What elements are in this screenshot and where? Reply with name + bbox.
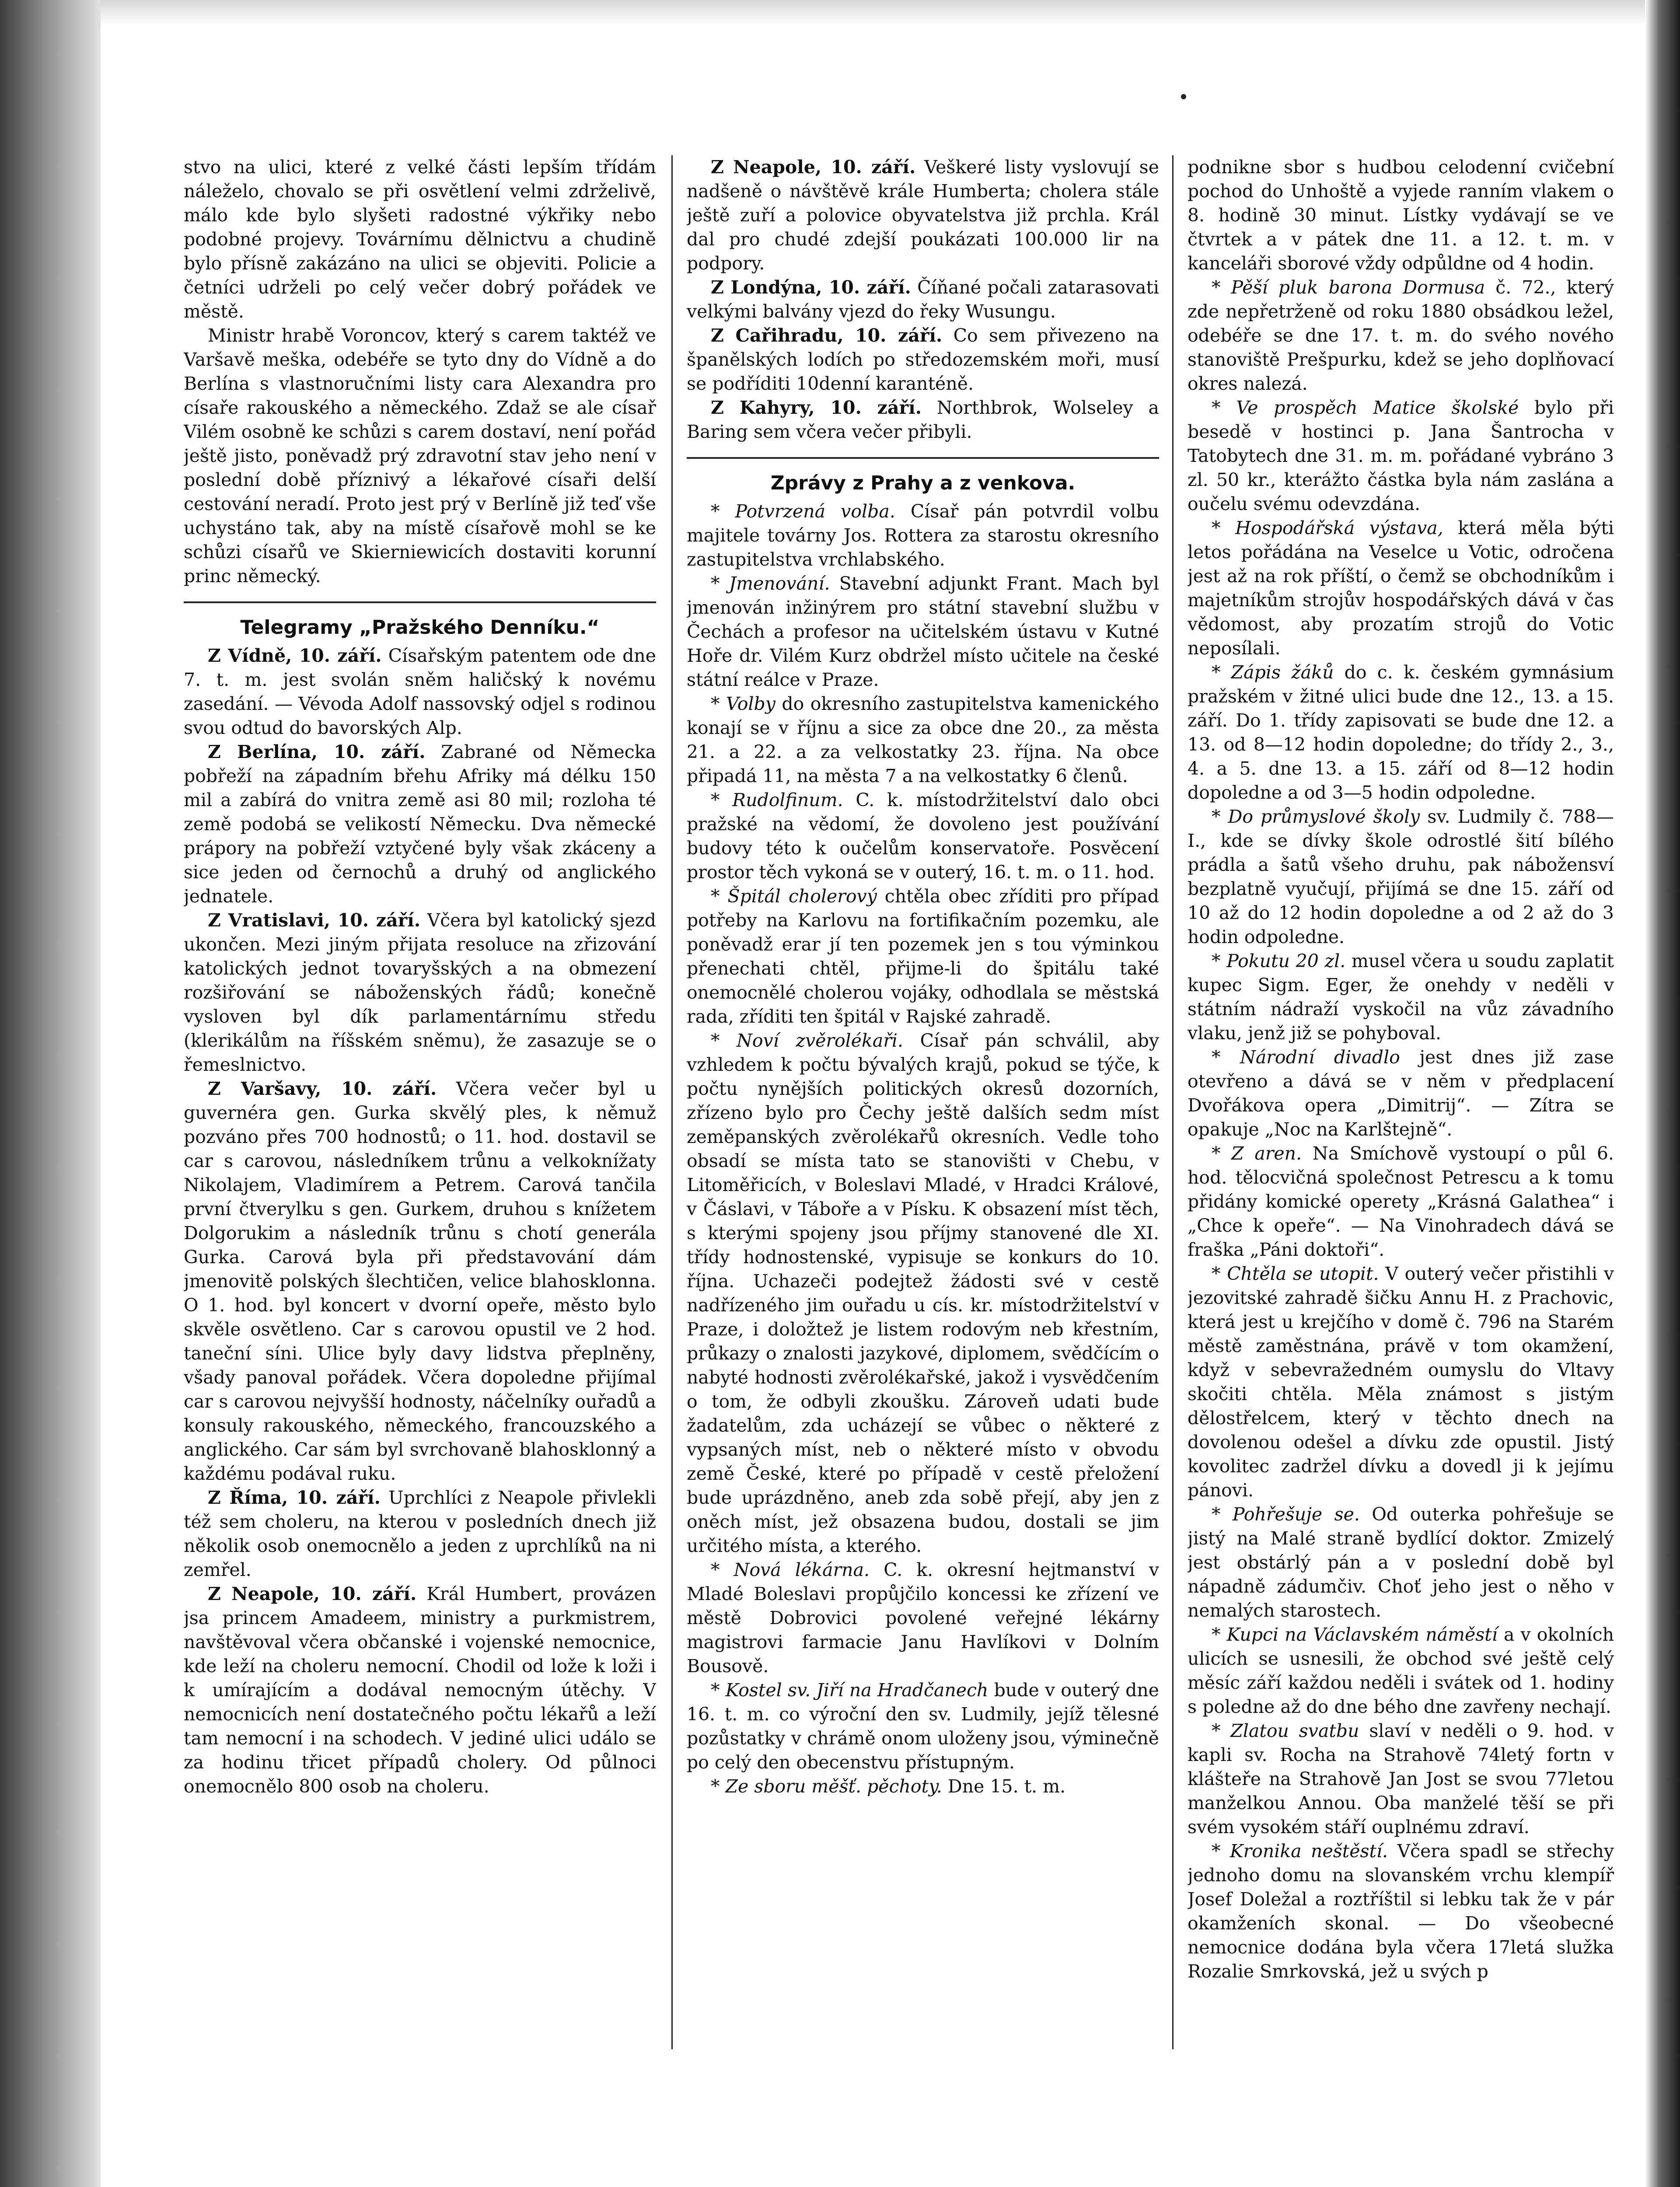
news-text: Císař pán potvrdil volbu majitele továrny Jos. Rottera za starostu okresního zastupitelstva vrchlabského. <box>687 501 1159 570</box>
section-heading-prague-news: Zprávy z Prahy a z venkova. <box>770 472 1076 494</box>
telegram-dateline: Z Říma, 10. září. <box>208 1487 381 1508</box>
news-title: * Ve prospěch Matice školské <box>1212 397 1519 418</box>
news-item <box>1188 805 1614 949</box>
telegram-dateline: Z Cařihradu, 10. září. <box>711 325 943 346</box>
telegram-warsaw <box>184 1077 656 1486</box>
ink-speck <box>1181 94 1186 99</box>
news-text: bylo při besedě v hostinci p. Jana Šantrocha v Tatobytech dne 31. m. m. pořádané vybráno 3 zl. 50 kr., kterážto částka byla nám zaslána a oučelu svému odevzdána. <box>1188 397 1614 514</box>
news-text: musel včera u soudu zaplatit kupec Sigm. Eger, že onehdy v neděli v státním nádraží vyskočil na vůz závadního vlaku, jenž již se pohyboval. <box>1188 950 1614 1044</box>
news-item <box>687 1678 1159 1775</box>
news-item <box>687 1558 1159 1678</box>
news-text: C. k. místodržitelství dalo obci pražské na vědomí, že dovoleno jest používání budovy této k oučelům konservatoře. Posvěcení prostor těch vykoná se v outerý, 16. t. m. o 11. hod. <box>687 790 1159 883</box>
article-continuation: stvo na ulici, které z velké části lepším třídám náleželo, chovalo se při osvětlení velmi zdrželivě, málo kde bylo slyšeti radostné výkřiky nebo podobné projevy. Továrnímu dělnictvu a chudině bylo přísně zakázáno na ulici se objeviti. Policie a četníci udrželi po celý večer dobrý pořádek ve městě. <box>184 157 656 322</box>
news-text: chtěla obec zříditi pro případ potřeby na Karlovu na fortifikačním pozemku, ale poněvadž erar jí ten pozemek jen s tou výminkou přenechati chtěl, přijme-li do špitálu také onemocnělé cholerou vojáky, odhodlala se městská rada, zříditi ten špitál v Rajské zahradě. <box>687 886 1159 1027</box>
news-title: * Kostel sv. Jiří na Hradčanech <box>711 1680 988 1701</box>
news-text: jest dnes již zase otevřeno a dává se v něm v předplacení Dvořákova opera „Dimitrij“. — Zítra se opakuje „Noc na Karlštejně“. <box>1188 1047 1614 1140</box>
telegram-text: Číňané počali zatarasovati velkými balvány vjezd do řeky Wusungu. <box>687 277 1159 322</box>
news-title: * Pěší pluk barona Dormusa <box>1212 277 1485 298</box>
news-item <box>687 692 1159 788</box>
news-title: * Kronika neštěstí. <box>1212 1841 1388 1862</box>
scan-top-edge <box>101 0 1645 26</box>
news-title: * Potvrzená volba. <box>711 501 895 522</box>
telegram-text: Král Humbert, provázen jsa princem Amadeem, ministry a purkmistrem, navštěvoval včera občanské i vojenské nemocnice, kde leží na choleru nemocní. Chodil od lože k loži i k umírajícím a dodával nemocným útěchy. V nemocnicích není dostatečného počtu lékařů a leží tam nemocní i na schodech. V jediné ulici událo se za hodinu třicet případů cholery. Od půlnoci onemocnělo 800 osob na choleru. <box>184 1583 656 1797</box>
telegram-dateline: Z Neapole, 10. září. <box>208 1583 417 1604</box>
news-item <box>687 788 1159 884</box>
news-item <box>1188 660 1614 805</box>
telegram-text: Včera večer byl u guvernéra gen. Gurka skvělý ples, k němuž pozváno přes 700 hodnostů; o 11. hod. dostavil se car s carovou, následníkem trůnu a velkoknížaty Nikolajem, Vladimírem a Petrem. Carová tančila první čtverylku s gen. Gurkem, druhou s knížetem Dolgorukim a následník trůnu s chotí generála Gurka. Carová byla při představování dám jmenovitě polských šlechtičen, velice blahosklonna. O 1. hod. byl koncert v dvorní opeře, město bylo skvěle osvětleno. Car s carovou opustil ve 2 hod. taneční síni. Ulice byly davy lidstva přeplněny, všady panoval pořádek. Včera dopoledne přijímal car s carovou nejvyšší hodnosty, náčelníky ouřadů a konsuly rakouského, německého, francouzského a anglického. Car sám byl svrchovaně blahosklonný a každému podával ruku. <box>184 1078 656 1484</box>
news-item <box>1188 949 1614 1045</box>
telegram-text: Uprchlíci z Neapole přivlekli též sem choleru, na kterou v posledních dnech již několik osob onemocnělo a jeden z uprchlíků na ni zemřel. <box>184 1487 656 1580</box>
telegram-naples <box>184 1582 656 1799</box>
telegram-vienna <box>184 644 656 740</box>
telegram-rome <box>184 1486 656 1582</box>
column-3 <box>1188 155 1614 2049</box>
news-title: * Zlatou svatbu <box>1212 1720 1359 1741</box>
news-text: do okresního zastupitelstva kamenického konají se v říjnu a sice za obce dne 20., za města 21. a 22. a za velkostatky 23. října. Na obce připadá 11, na města 7 a na velkostatky 6 členů. <box>687 693 1159 786</box>
news-title: * Jmenování. <box>711 573 830 594</box>
section-divider <box>687 457 1159 459</box>
news-item <box>1188 1623 1614 1719</box>
news-text: která měla býti letos pořádána na Veselce u Votic, odročena jest až na rok příští, o čemž se obchodníkům i majetníkům strojův hospodářských dává v čas vědomost, aby prozatím strojů do Votic neposílali. <box>1188 517 1614 659</box>
news-title: * Pohřešuje se. <box>1212 1504 1360 1525</box>
news-title: * Chtěla se utopit. <box>1212 1263 1379 1284</box>
news-item <box>687 500 1159 572</box>
news-item <box>687 572 1159 692</box>
news-title: * Hospodářská výstava, <box>1212 517 1443 538</box>
telegram-dateline: Z Berlína, 10. září. <box>208 741 426 762</box>
news-text: Včera spadl se střechy jednoho domu na slovanském vrchu klempíř Josef Doležal a roztříštil si lebku tak že v pár okamženích skonal. — Do všeobecné nemocnice dodána byla včera 17letá služka Rozalie Smrkovská, jež u svých p <box>1188 1841 1614 1982</box>
scan-left-edge <box>0 0 101 2187</box>
column-2 <box>687 155 1159 2049</box>
news-title: * Národní divadlo <box>1212 1047 1400 1068</box>
news-title: * Do průmyslové školy <box>1212 806 1420 827</box>
news-text: Dne 15. t. m. <box>947 1776 1066 1797</box>
news-title: * Kupci na Václavském náměstí <box>1212 1624 1498 1645</box>
news-text: V outerý večer přistihli v jezovitské zahradě šičku Annu H. z Prachovic, která jest u krejčího v domě č. 796 na Starém městě zaměstnána, právě v tom okamžení, když v sebevražedném oumyslu do Vltavy skočiti chtěla. Měla známost s jistým dělostřelcem, který v těchto dnech na dovolenou odešel a dívku zde opustil. Jistý kovolitec zadržel dívku a dovedl ji k jejímu pánovi. <box>1188 1263 1614 1501</box>
telegram-naples-2 <box>687 155 1159 276</box>
news-item <box>1188 1045 1614 1142</box>
news-text: slaví v neděli o 9. hod. v kapli sv. Rocha na Strahově 74letý fortn v klášteře na Strahově Jan Jost se svou 77letou manželkou Annou. Oba manželé těší se při svém vysokém stáří ouplnému zdraví. <box>1188 1720 1614 1838</box>
article-voroncov: Ministr hrabě Voroncov, který s carem taktéž ve Varšavě meška, odebéře se tyto dny do Vídně a do Berlína s vlastnoručními listy cara Alexandra pro císaře rakouského a německého. Zdaž se ale císař Vilém osobně ke schůzi s carem dostaví, není pořád ještě jisto, poněvadž prý zdravotní stav jeho není v poslední době příznivý a lékařové císaři delší cestování neradí. Proto jest prý v Berlíně již teď vše uchystáno tak, aby na místě císařově mohl se ke schůzi císařů ve Skierniewicích dostaviti korunní princ německý. <box>184 325 656 587</box>
news-title: * Nová lékárna. <box>711 1559 870 1580</box>
telegram-berlin <box>184 740 656 908</box>
column-rule <box>671 155 673 2049</box>
telegram-constantinople <box>687 324 1159 396</box>
news-continuation: podnikne sbor s hudbou celodenní cvičební pochod do Unhoště a vyjede ranním vlakem o 8. hodině 30 minut. Lístky vydávají se ve čtvrtek a v pátek dne 11. a 12. t. m. v kanceláři sborové vždy odpůldne od 4 hodin. <box>1188 157 1614 274</box>
news-text: Na Smíchově vystoupí o půl 6. hod. tělocvičná společnost Petrescu a k tomu přidány komické operety „Krásná Galathea“ i „Chce k opeře“. — Na Vinohradech dává se fraška „Páni doktoři“. <box>1188 1143 1614 1260</box>
news-item <box>687 884 1159 1029</box>
news-text: sv. Ludmily č. 788—I., kde se dívky škole odrostlé šití bílého prádla a šatů všeho druhu, pak nábožensví bezplatně vyučují, přijímá se dne 15. září od 10 až do 12 hodin dopoledne a od 2 až do 3 hodin odpoledne. <box>1188 806 1614 947</box>
telegram-text: Veškeré listy vyslovují se nadšeně o návštěvě krále Humberta; cholera stále ještě zuří a polovice obyvatelstva již prchla. Král dal pro chudé zdejší poukázati 100.000 lir na podpory. <box>687 157 1159 274</box>
newspaper-page <box>184 155 1614 2049</box>
news-item <box>1188 1142 1614 1262</box>
telegram-text: Co sem přivezeno na španělských lodích po středozemském moři, musí se podříditi 10denní karanténě. <box>687 325 1159 394</box>
telegram-dateline: Z Varšavy, 10. září. <box>208 1078 437 1099</box>
section-divider <box>184 601 656 603</box>
news-title: * Volby <box>711 693 775 714</box>
telegram-wroclaw <box>184 908 656 1077</box>
news-title: * Zápis žáků <box>1212 662 1334 683</box>
telegram-text: Včera byl katolický sjezd ukončen. Mezi jiným přijata resoluce na zřizování katolických jednot tovaryšských a na obmezení rozšiřování se náboženských řádů; konečně vysloven byl dík parlamentárnímu středu (klerikálům na říšském sněmu), že zasazuje se o řemeslnictvo. <box>184 910 656 1075</box>
scan-right-edge <box>1645 0 1680 2187</box>
news-title: * Rudolfinum. <box>711 790 843 811</box>
telegram-london <box>687 276 1159 324</box>
news-item <box>1188 276 1614 396</box>
news-item <box>1188 516 1614 660</box>
telegram-dateline: Z Londýna, 10. září. <box>711 277 911 298</box>
telegram-dateline: Z Vídně, 10. září. <box>208 645 382 666</box>
telegram-cairo <box>687 396 1159 444</box>
news-text: C. k. okresní hejtmanství v Mladé Boleslavi propůjčilo koncessi ke zřízení ve městě Dobrovici povolené veřejné lékárny magistrovi farmacie Janu Havlíkovi v Dolním Bousově. <box>687 1559 1159 1677</box>
news-item <box>687 1775 1159 1799</box>
news-item <box>687 1029 1159 1558</box>
section-heading-telegrams: Telegramy „Pražského Denníku.“ <box>240 616 600 639</box>
telegram-text: Zabrané od Německa pobřeží na západním břehu Afriky má délku 150 mil a zabírá do vnitra země asi 80 mil; rozloha té země podobá se velikostí Německu. Dva německé prápory na pobřeží vztyčené byly však zkáceny a sice jeden od černochů a druhý od anglického jednatele. <box>184 741 656 907</box>
news-text: a v okolních ulicích se usnesili, že obchod své ještě celý měsíc září každou neděli i svátek od 1. hodiny s poledne až do dne bého dne zavřeny nechají. <box>1188 1624 1614 1717</box>
telegram-dateline: Z Vratislavi, 10. září. <box>208 910 421 931</box>
news-text: Stavební adjunkt Frant. Mach byl jmenován inžinýrem pro státní stavební službu v Čechách a profesor na učitelském ústavu v Kutné Hoře dr. Vilém Kurz obdržel místo učitele na české státní reálce v Praze. <box>687 573 1159 690</box>
telegram-text: Císařským patentem ode dne 7. t. m. jest svolán sněm haličský k novému zasedání. — Vévoda Adolf nassovský odjel s rodinou svou odtud do bavorských Alp. <box>184 645 656 738</box>
news-text: Od outerka pohřešuje se jistý na Malé straně bydlící doktor. Zmizelý jest obstárlý pán a v poslední době byl nápadně zádumčiv. Choť jeho jest o něho v nemalých starostech. <box>1188 1504 1614 1621</box>
news-item <box>1188 1502 1614 1623</box>
news-text: do c. k. českém gymnásium pražském v žitné ulici bude dne 12., 13. a 15. září. Do 1. třídy zapisovati se bude dne 12. a 13. od 8—12 hodin dopoledne; do třídy 2., 3., 4. a 5. dne 13. a 15. září od 8—12 hodin dopoledne a od 3—5 hodin odpoledne. <box>1188 662 1614 803</box>
news-item <box>1188 1719 1614 1839</box>
telegram-text: Northbrok, Wolseley a Baring sem včera večer přibyli. <box>687 397 1159 442</box>
news-item <box>1188 396 1614 516</box>
news-title: * Špitál cholerový <box>711 886 877 907</box>
column-1 <box>184 155 656 2049</box>
news-title: * Pokutu 20 zl. <box>1212 950 1346 971</box>
news-text: Císař pán schválil, aby vzhledem k počtu bývalých krajů, pokud se týče, k počtu nynějších politických okresů dozorních, zřízeno bylo pro Čechy ještě dalších sedm míst zeměpanských zvěrolékařů okresních. Vedle toho obsadí se místa tato se stanovišti v Chebu, v Litoměřicích, v Boleslavi Mladé, v Hradci Králové, v Čáslavi, v Táboře a v Písku. K obsazení míst těch, s kterými spojeny jsou příjmy stanovené dle XI. třídy hodnostenské, vypisuje se konkurs do 10. října. Uchazeči podejtež žádosti své v cestě nadřízeného jim ouřadu u cís. kr. místodržitelství v Praze, i doložtež je listem rodovým neb křestním, průkazy o znalosti jazykové, diplomem, svědčícím o nabyté hodnosti zvěrolékařské, jakož i vysvědčením o tom, že odbyli zkoušku. Zároveň udati bude žadatelům, zda ucházejí se vůbec o některé z vypsaných míst, neb o některé místo v obvodu země České, které po případě v cestě přeložení bude uprázdněno, aneb zda sobě přejí, aby jen z oněch míst, jež obsazena budou, dostali se jim určitého místa, a kterého. <box>687 1030 1159 1556</box>
news-text: č. 72., který zde nepřetrženě od roku 1880 obsádkou ležel, odebéře se dne 17. t. m. do svého nového stanoviště Prešpurku, kdež se jeho doplňovací okres nalezá. <box>1188 277 1614 394</box>
news-title: * Ze sboru měšť. pěchoty. <box>711 1776 942 1797</box>
news-item <box>1188 1262 1614 1502</box>
news-title: * Z aren. <box>1212 1143 1302 1164</box>
news-text: bude v outerý dne 16. t. m. co výroční den sv. Ludmily, jejíž tělesné pozůstatky v chrámě onom uloženy jsou, výminečně po celý den obecenstvu přístupným. <box>687 1680 1159 1773</box>
news-item <box>1188 1839 1614 1984</box>
news-title: * Noví zvěrolékaři. <box>711 1030 904 1051</box>
telegram-dateline: Z Neapole, 10. září. <box>711 157 916 178</box>
telegram-dateline: Z Kahyry, 10. září. <box>711 397 922 418</box>
column-rule <box>1172 155 1174 2049</box>
